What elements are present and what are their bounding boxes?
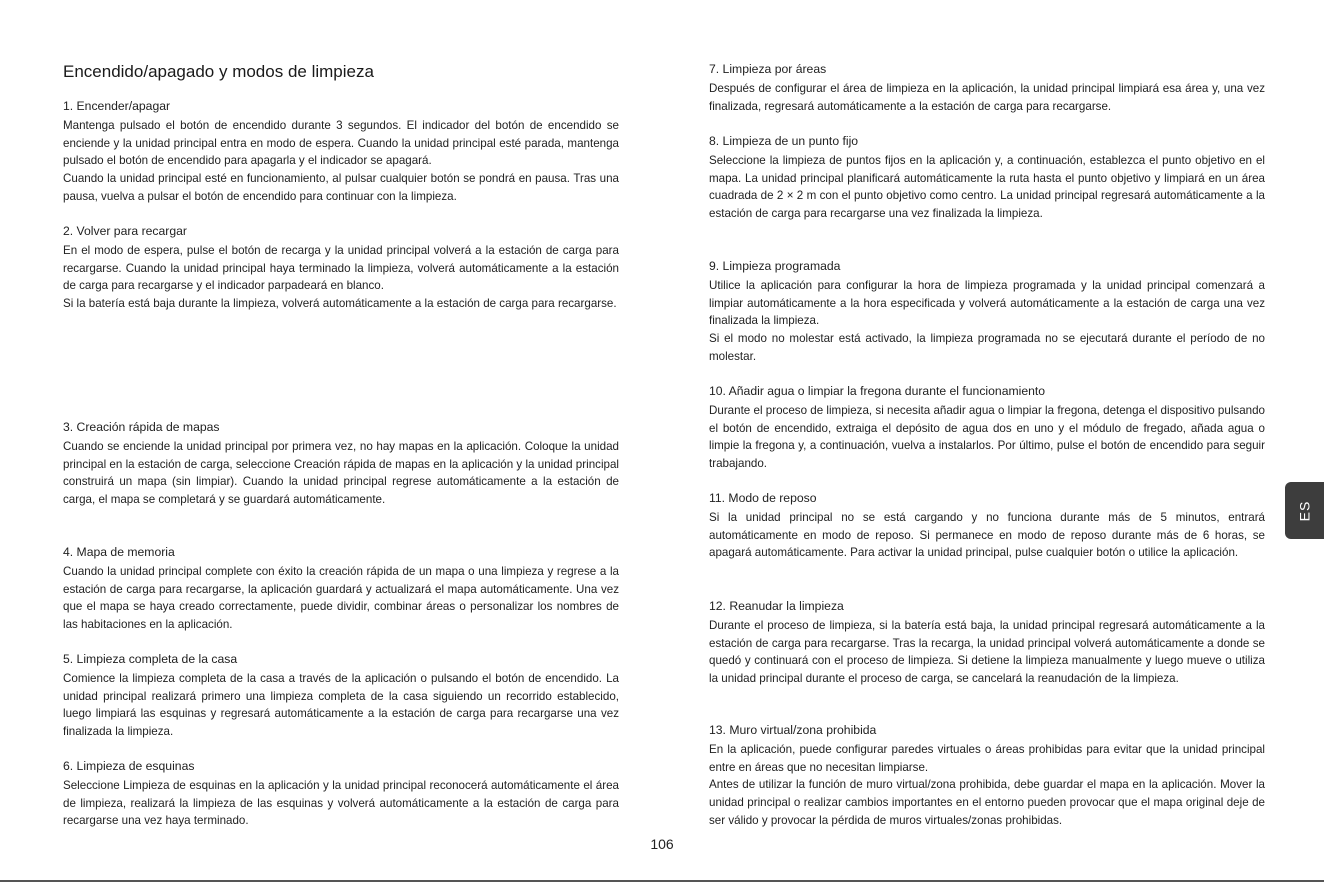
- section-paragraph: Si la batería está baja durante la limpieza, volverá automáticamente a la estación de carga para recargarse.: [63, 297, 617, 311]
- section-mapa-memoria: [63, 544, 619, 634]
- section-paragraph: Antes de utilizar la función de muro virtual/zona prohibida, debe guardar el mapa en la aplicación. Mover la unidad principal o realizar cambios importantes en el entorno pueden provocar que el mapa original deje de ser válido y provocar la pérdida de muros virtuales/zonas prohibidas.: [709, 778, 1265, 827]
- section-paragraph: Después de configurar el área de limpieza en la aplicación, la unidad principal limpiará esa área y, una vez finalizada, regresará automáticamente a la estación de carga para recargarse.: [709, 81, 1265, 113]
- language-tab-label: ES: [1296, 500, 1313, 521]
- section-creacion-rapida-mapas: [63, 419, 619, 509]
- section-punto-fijo: [709, 133, 1265, 223]
- section-heading: 8. Limpieza de un punto fijo: [709, 134, 859, 148]
- section-paragraph: Si el modo no molestar está activado, la limpieza programada no se ejecutará durante el período de no molestar.: [709, 332, 1265, 363]
- section-paragraph: Cuando se enciende la unidad principal por primera vez, no hay mapas en la aplicación. Coloque la unidad principal en la estación de carga, seleccione Creación rápida de mapas en la aplicación y la unidad principal construirá un mapa (sin limpiar). Cuando la unidad principal regrese automáticamente a la estación de carga, el mapa se completará y se guardará automáticamente.: [63, 439, 619, 507]
- section-paragraph: Durante el proceso de limpieza, si la batería está baja, la unidad principal regresará automáticamente a la estación de carga para recargarse. Tras la recarga, la unidad principal volverá automáticamente a donde se quedó y continuará con el proceso de limpieza. Si detiene la limpieza manualmente y luego mueve o utiliza la unidad principal durante el proceso de carga, se cancelará la reanudación de la limpieza.: [709, 618, 1265, 686]
- section-paragraph: Durante el proceso de limpieza, si necesita añadir agua o limpiar la fregona, detenga el dispositivo pulsando el botón de encendido, extraiga el depósito de agua dos en uno y el módulo de fregado, añada agua o limpie la fregona y, a continuación, vuelva a instalarlos. Por último, pulse el botón de encendido para seguir trabajando.: [709, 403, 1265, 471]
- section-heading: 6. Limpieza de esquinas: [63, 759, 195, 773]
- section-muro-virtual: [709, 722, 1265, 830]
- section-heading: 10. Añadir agua o limpiar la fregona durante el funcionamiento: [709, 384, 1046, 398]
- section-paragraph: Utilice la aplicación para configurar la hora de limpieza programada y la unidad principal comenzará a limpiar automáticamente a la hora especificada y volverá automáticamente a la estación de carga una vez finalizada la limpieza.: [709, 278, 1265, 328]
- section-paragraph: Seleccione Limpieza de esquinas en la aplicación y la unidad principal reconocerá automáticamente el área de limpieza, realizará la limpieza de las esquinas y volverá automáticamente a la estación de carga para recargarse una vez haya terminado.: [63, 778, 619, 828]
- page-number: 106: [650, 836, 674, 852]
- section-heading: 2. Volver para recargar: [63, 224, 187, 238]
- section-heading: 7. Limpieza por áreas: [709, 62, 827, 76]
- section-heading: 1. Encender/apagar: [63, 99, 171, 113]
- section-encender-apagar: [63, 98, 619, 206]
- section-heading: 13. Muro virtual/zona prohibida: [709, 723, 877, 737]
- page-title: Encendido/apagado y modos de limpieza: [63, 62, 374, 81]
- section-paragraph: Cuando la unidad principal esté en funcionamiento, al pulsar cualquier botón se pondrá en pausa. Tras una pausa, vuelva a pulsar el botón de encendido para continuar con la limpieza.: [63, 172, 619, 203]
- section-modo-reposo: [709, 490, 1265, 562]
- section-paragraph: Si la unidad principal no se está cargando y no funciona durante más de 5 minutos, entrará automáticamente en modo de reposo. Si permanece en modo de reposo durante más de 6 horas, se apagará automáticamente. Para activar la unidad principal, pulse cualquier botón o utilice la aplicación.: [709, 510, 1265, 560]
- section-volver-recargar: [63, 223, 619, 313]
- bottom-divider: [0, 880, 1324, 882]
- section-paragraph: Comience la limpieza completa de la casa a través de la aplicación o pulsando el botón de encendido. La unidad principal realizará primero una limpieza completa de la casa siguiendo un recorrido establecido, luego limpiará las esquinas y regresará automáticamente a la estación de carga para recargarse una vez finalizada la limpieza.: [63, 671, 619, 739]
- section-reanudar-limpieza: [709, 598, 1265, 688]
- section-heading: 12. Reanudar la limpieza: [709, 599, 844, 613]
- section-heading: 9. Limpieza programada: [709, 259, 841, 273]
- section-paragraph: En el modo de espera, pulse el botón de recarga y la unidad principal volverá a la estación de carga para recargarse. Cuando la unidad principal haya terminado la limpieza, volverá automáticamente a la estación de carga para recargarse y el indicador parpadeará en blanco.: [63, 243, 619, 293]
- section-paragraph: En la aplicación, puede configurar paredes virtuales o áreas prohibidas para evitar que la unidad principal entre en áreas que no necesitan limpiarse.: [709, 742, 1265, 774]
- section-paragraph: Cuando la unidad principal complete con éxito la creación rápida de un mapa o una limpieza y regrese a la estación de carga para recargarse, la aplicación guardará y actualizará el mapa automáticamente. Una vez que el mapa se haya creado correctamente, puede dividir, combinar áreas o personalizar los nombres de las habitaciones en la aplicación.: [63, 564, 619, 632]
- section-limpieza-esquinas: [63, 758, 619, 830]
- section-paragraph: Mantenga pulsado el botón de encendido durante 3 segundos. El indicador del botón de encendido se enciende y la unidad principal entra en modo de espera. Cuando la unidad principal esté parada, mantenga pulsado el botón de encendido para apagarla y el indicador se apagará.: [63, 118, 619, 168]
- section-limpieza-areas: [709, 61, 1265, 115]
- section-limpieza-programada: [709, 258, 1265, 366]
- section-anadir-agua: [709, 383, 1265, 473]
- section-limpieza-completa: [63, 651, 619, 741]
- section-heading: 11. Modo de reposo: [709, 491, 817, 505]
- section-heading: 4. Mapa de memoria: [63, 545, 175, 559]
- section-paragraph: Seleccione la limpieza de puntos fijos en la aplicación y, a continuación, establezca el punto objetivo en el mapa. La unidad principal planificará automáticamente la ruta hasta el punto objetivo y limpiará en un área cuadrada de 2 × 2 m con el punto objetivo como centro. La unidad principal regresará automáticamente a la estación de carga para recargarse una vez finalizada la limpieza.: [709, 153, 1265, 221]
- language-tab: [1285, 482, 1324, 539]
- section-heading: 5. Limpieza completa de la casa: [63, 652, 238, 666]
- section-heading: 3. Creación rápida de mapas: [63, 420, 220, 434]
